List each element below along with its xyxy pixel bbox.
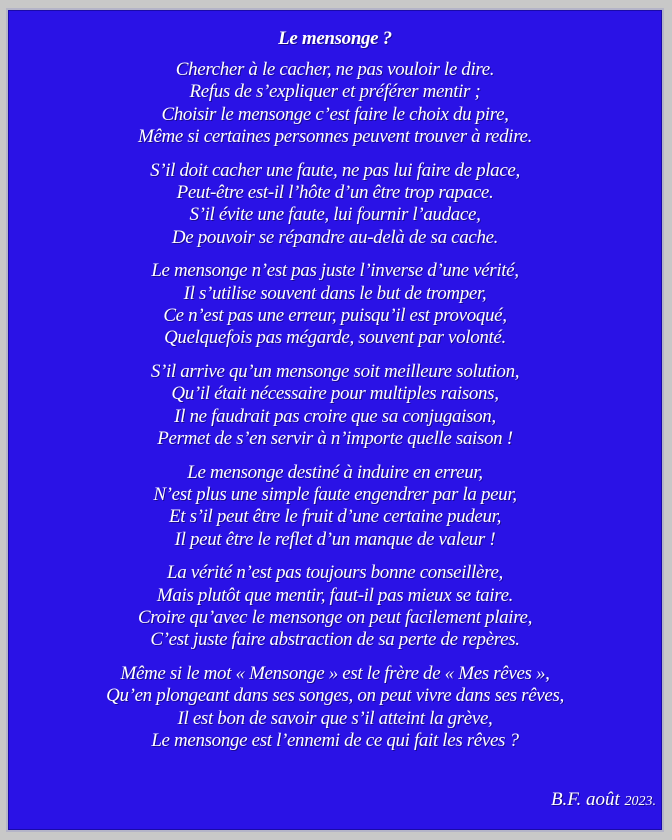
- poem-stanza: [8, 361, 662, 451]
- poem-line: Permet de s’en servir à n’importe quelle saison !: [157, 428, 513, 450]
- poem-line: N’est plus une simple faute engendrer par la peur,: [153, 483, 517, 505]
- poem-line: Il est bon de savoir que s’il atteint la grève,: [177, 707, 493, 729]
- poem-line: Qu’il était nécessaire pour multiples raisons,: [171, 383, 499, 405]
- poem-line: Chercher à le cacher, ne pas vouloir le dire.: [175, 59, 495, 80]
- poem-stanza: [8, 562, 662, 652]
- poem-line: Le mensonge destiné à induire en erreur,: [187, 461, 483, 483]
- poem-line: La vérité n’est pas toujours bonne conseillère,: [167, 562, 503, 584]
- poem-line: Mais plutôt que mentir, faut-il pas mieux se taire.: [156, 584, 514, 606]
- poem-line: Le mensonge n’est pas juste l’inverse d’une vérité,: [151, 260, 519, 282]
- poem-line: C’est juste faire abstraction de sa perte de repères.: [150, 629, 520, 651]
- poem-line: Le mensonge est l’ennemi de ce qui fait les rêves ?: [151, 729, 519, 751]
- poem-line: Qu’en plongeant dans ses songes, on peut vivre dans ses rêves,: [106, 685, 564, 707]
- poem-line: S’il évite une faute, lui fournir l’audace,: [189, 204, 481, 226]
- poem-line: Refus de s’expliquer et préférer mentir ;: [189, 81, 481, 103]
- signature: [551, 789, 656, 811]
- poem-line: Ce n’est pas une erreur, puisqu’il est provoqué,: [163, 305, 507, 327]
- poem-frame: [6, 8, 664, 832]
- poem-stanzas: [8, 59, 662, 752]
- signature-year: 2023.: [624, 794, 656, 809]
- poem-stanza: [8, 260, 662, 350]
- poem-line: Même si certaines personnes peuvent trouver à redire.: [137, 126, 533, 148]
- poem-stanza: [8, 663, 662, 753]
- poem-line: Peut-être est-il l’hôte d’un être trop rapace.: [176, 182, 494, 204]
- poem-stanza: [8, 59, 662, 149]
- poem-line: Même si le mot « Mensonge » est le frère de « Mes rêves »,: [120, 662, 550, 684]
- poem-line: S’il doit cacher une faute, ne pas lui faire de place,: [150, 159, 520, 181]
- poem-line: De pouvoir se répandre au-delà de sa cache.: [171, 226, 499, 248]
- poem-stanza: [8, 462, 662, 552]
- poem-line: Il peut être le reflet d’un manque de valeur !: [174, 528, 496, 550]
- poem-body: [8, 28, 662, 763]
- poem-line: Choisir le mensonge c’est faire le choix du pire,: [161, 103, 509, 125]
- poem-line: Croire qu’avec le mensonge on peut facilement plaire,: [137, 606, 533, 628]
- poem-line: S’il arrive qu’un mensonge soit meilleure solution,: [150, 360, 520, 382]
- poem-line: Il s’utilise souvent dans le but de tromper,: [183, 282, 487, 304]
- poem-line: Et s’il peut être le fruit d’une certaine pudeur,: [169, 506, 501, 528]
- poem-line: Quelquefois pas mégarde, souvent par volonté.: [164, 327, 506, 349]
- signature-author: B.F. août: [550, 789, 620, 810]
- poem-line: Il ne faudrait pas croire que sa conjugaison,: [174, 405, 496, 427]
- poem-title: Le mensonge ?: [278, 28, 392, 49]
- poem-stanza: [8, 160, 662, 250]
